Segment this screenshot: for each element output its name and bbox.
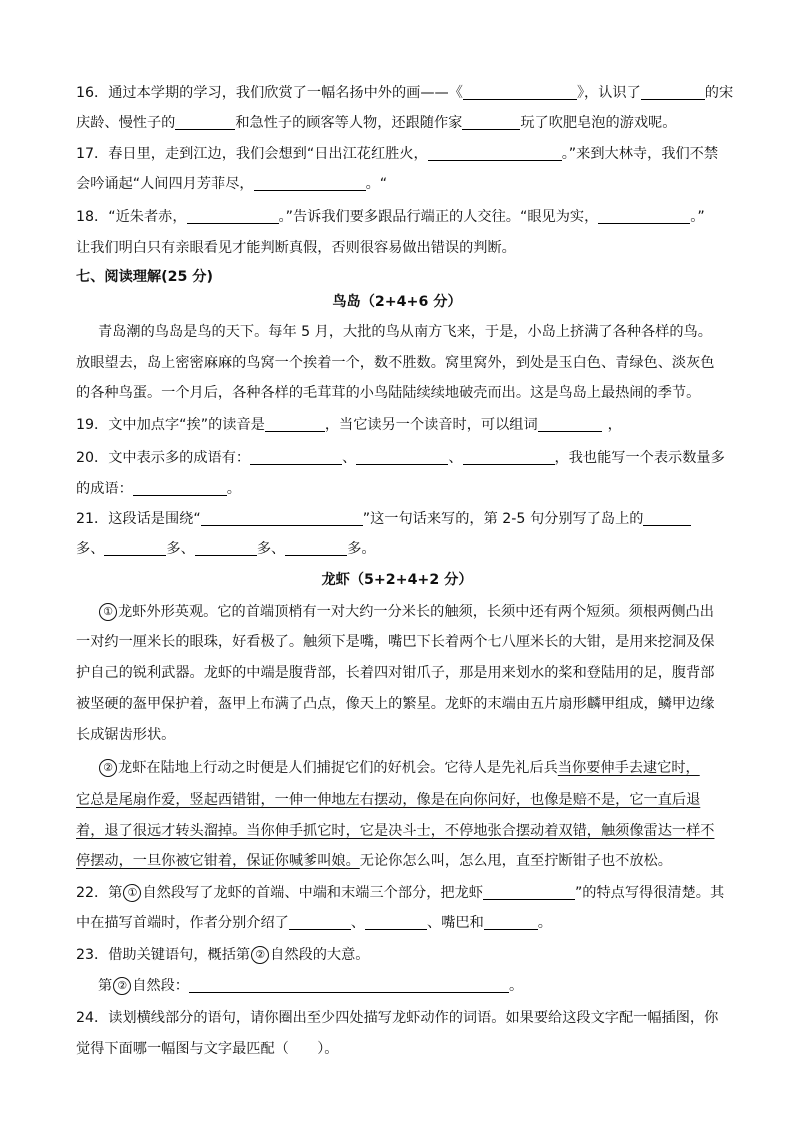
question-19: 19．文中加点字“挨”的读音是 ，当它读另一个读音时，可以组词 ， [76,417,622,433]
question-18-line-2: 让我们明白只有亲眼看见才能判断真假，否则很容易做出错误的判断。 [76,240,516,256]
passage-2-para-2-line-1: ② 龙虾在陆地上行动之时便是人们捕捉它们的好机会。它待人是先礼后兵当你要伸手去逮它时， [98,757,748,779]
q21-blank-sentence[interactable] [201,509,363,526]
question-22-line-2: 中在描写首端时，作者分别介绍了 、 、嘴巴和 。 [76,915,552,931]
paragraph-1-marker: ① [123,884,141,902]
question-23: 23．借助关键语句，概括第 ② 自然段的大意。 [76,947,370,963]
paragraph-2-marker: ② [251,946,269,964]
passage-2-para-2-line-2: 它总是尾扇作爱，竖起西错钳，一伸一伸地左右摆动，像是在向你问好，也像是赔不是，它一直后退 [76,792,701,808]
passage-1-line-3: 的各种鸟蛋。一个月后，各种各样的毛茸茸的小鸟陆陆续续地破壳而出。这是鸟岛上最热闹的季节。 [76,385,701,401]
question-16-line-2: 庆龄、慢性子的 和急性子的顾客等人物，还跟随作家 玩了吹肥皂泡的游戏呢。 [76,115,677,131]
q19-blank-pinyin[interactable] [265,415,325,432]
passage-2-para-1-line-2: 一对约一厘米长的眼珠，好看极了。触须下是嘴，嘴巴下长着两个七八厘米长的大钳，是用来挖洞及保 [76,634,715,650]
question-16-line-1: 16．通过本学期的学习，我们欣赏了一幅名扬中外的画——《 》，认识了 的宋 [76,85,734,101]
passage-2-para-1-line-4: 被坚硬的盔甲保护着，盔甲上布满了凸点，像天上的繁星。龙虾的末端由五片扇形麟甲组成，鳞甲边缘 [76,696,715,712]
q22-blank-1[interactable] [289,913,351,930]
question-21-line-2: 多、 多、 多、 多。 [76,541,376,557]
q16-blank-character[interactable] [175,113,235,130]
question-21-line-1: 21．这段话是围绕“ ”这一句话来写的，第 2-5 句分别写了岛上的 [76,508,748,530]
q16-blank-painting[interactable] [463,83,577,100]
passage-1-line-2: 放眼望去，岛上密密麻麻的鸟窝一个挨着一个，数不胜数。窝里窝外，到处是玉白色、青绿色、淡灰色 [76,355,715,371]
paragraph-2-marker: ② [113,977,131,995]
passage-1-title: 鸟岛（2+4+6 分） [332,294,462,310]
question-20-line-2: 的成语： 。 [76,481,241,497]
question-24-line-2: 觉得下面哪一幅图与文字最匹配（ ）。 [76,1041,339,1057]
q21-blank-a[interactable] [643,509,691,526]
question-20-line-1: 20．文中表示多的成语有： 、 、 ，我也能写一个表示数量多 [76,450,725,466]
q22-blank-2[interactable] [365,913,427,930]
q16-blank-author[interactable] [462,113,520,130]
q21-blank-b[interactable] [104,539,166,556]
section-7-heading: 七、阅读理解(25 分) [76,269,213,285]
question-24-line-1: 24．读划横线部分的语句，请你圈出至少四处描写龙虾动作的词语。如果要给这段文字配一幅插图，你 [76,1010,719,1026]
q22-blank-3[interactable] [484,913,538,930]
q16-blank-person[interactable] [641,83,705,100]
question-18-line-1: 18．“近朱者赤， 。”告诉我们要多跟品行端正的人交往。“眼见为实， 。” [76,209,705,225]
passage-2-para-2-line-3: 着，退了很远才转头溜掉。当你伸手抓它时，它是决斗士，不停地张合摆动着双错，触须像雷达一样不 [76,823,715,839]
q20-blank-2[interactable] [356,448,448,465]
q20-blank-1[interactable] [250,448,342,465]
question-22-line-1: 22．第 ① 自然段写了龙虾的首端、中端和末端三个部分，把龙虾 ”的特点写得很清楚。其 [76,885,725,901]
passage-1-line-1: 青岛潮的鸟岛是鸟的天下。每年 5 月，大批的鸟从南方飞来，于是，小岛上挤满了各种各样的鸟。 [98,324,712,340]
q22-blank-feature[interactable] [483,883,575,900]
q19-blank-word[interactable] [538,415,602,432]
q18-blank-1[interactable] [187,207,279,224]
q20-blank-3[interactable] [463,448,555,465]
q17-blank-1[interactable] [428,144,562,161]
passage-2-title: 龙虾（5+2+4+2 分） [321,572,473,588]
paragraph-2-marker: ② [99,759,117,777]
q21-blank-c[interactable] [195,539,257,556]
q17-blank-2[interactable] [254,174,366,191]
question-17-line-2: 会吟诵起“人间四月芳菲尽， 。“ [76,176,388,192]
q21-blank-d[interactable] [285,539,347,556]
underlined-text: 当你要伸手去逮它时， [557,760,700,776]
passage-2-para-1-line-5: 长成锯齿形状。 [76,727,176,743]
passage-2-para-2-line-4: 停摆动，一旦你被它钳着，保证你喊爹叫娘。无论你怎么叫，怎么甩，直至拧断钳子也不放松。 [76,853,672,869]
underlined-text: 停摆动，一旦你被它钳着，保证你喊爹叫娘。 [76,853,360,869]
paragraph-1-marker: ① [99,603,117,621]
q20-blank-4[interactable] [133,479,227,496]
q23-blank-summary[interactable] [189,976,509,993]
passage-2-para-1-line-1: ① 龙虾外形英观。它的首端顶梢有一对大约一分米长的触须，长须中还有两个短须。须根两侧凸出 [98,601,748,623]
q18-blank-2[interactable] [598,207,690,224]
question-23-answer-line: 第 ② 自然段： 。 [98,978,524,994]
passage-2-para-1-line-3: 护自己的锐利武器。龙虾的中端是腹背部，长着四对钳爪子，那是用来划水的桨和登陆用的足，腹背部 [76,665,715,681]
question-17-line-1: 17．春日里，走到江边，我们会想到“日出江花红胜火， 。”来到大林寺，我们不禁 [76,146,719,162]
